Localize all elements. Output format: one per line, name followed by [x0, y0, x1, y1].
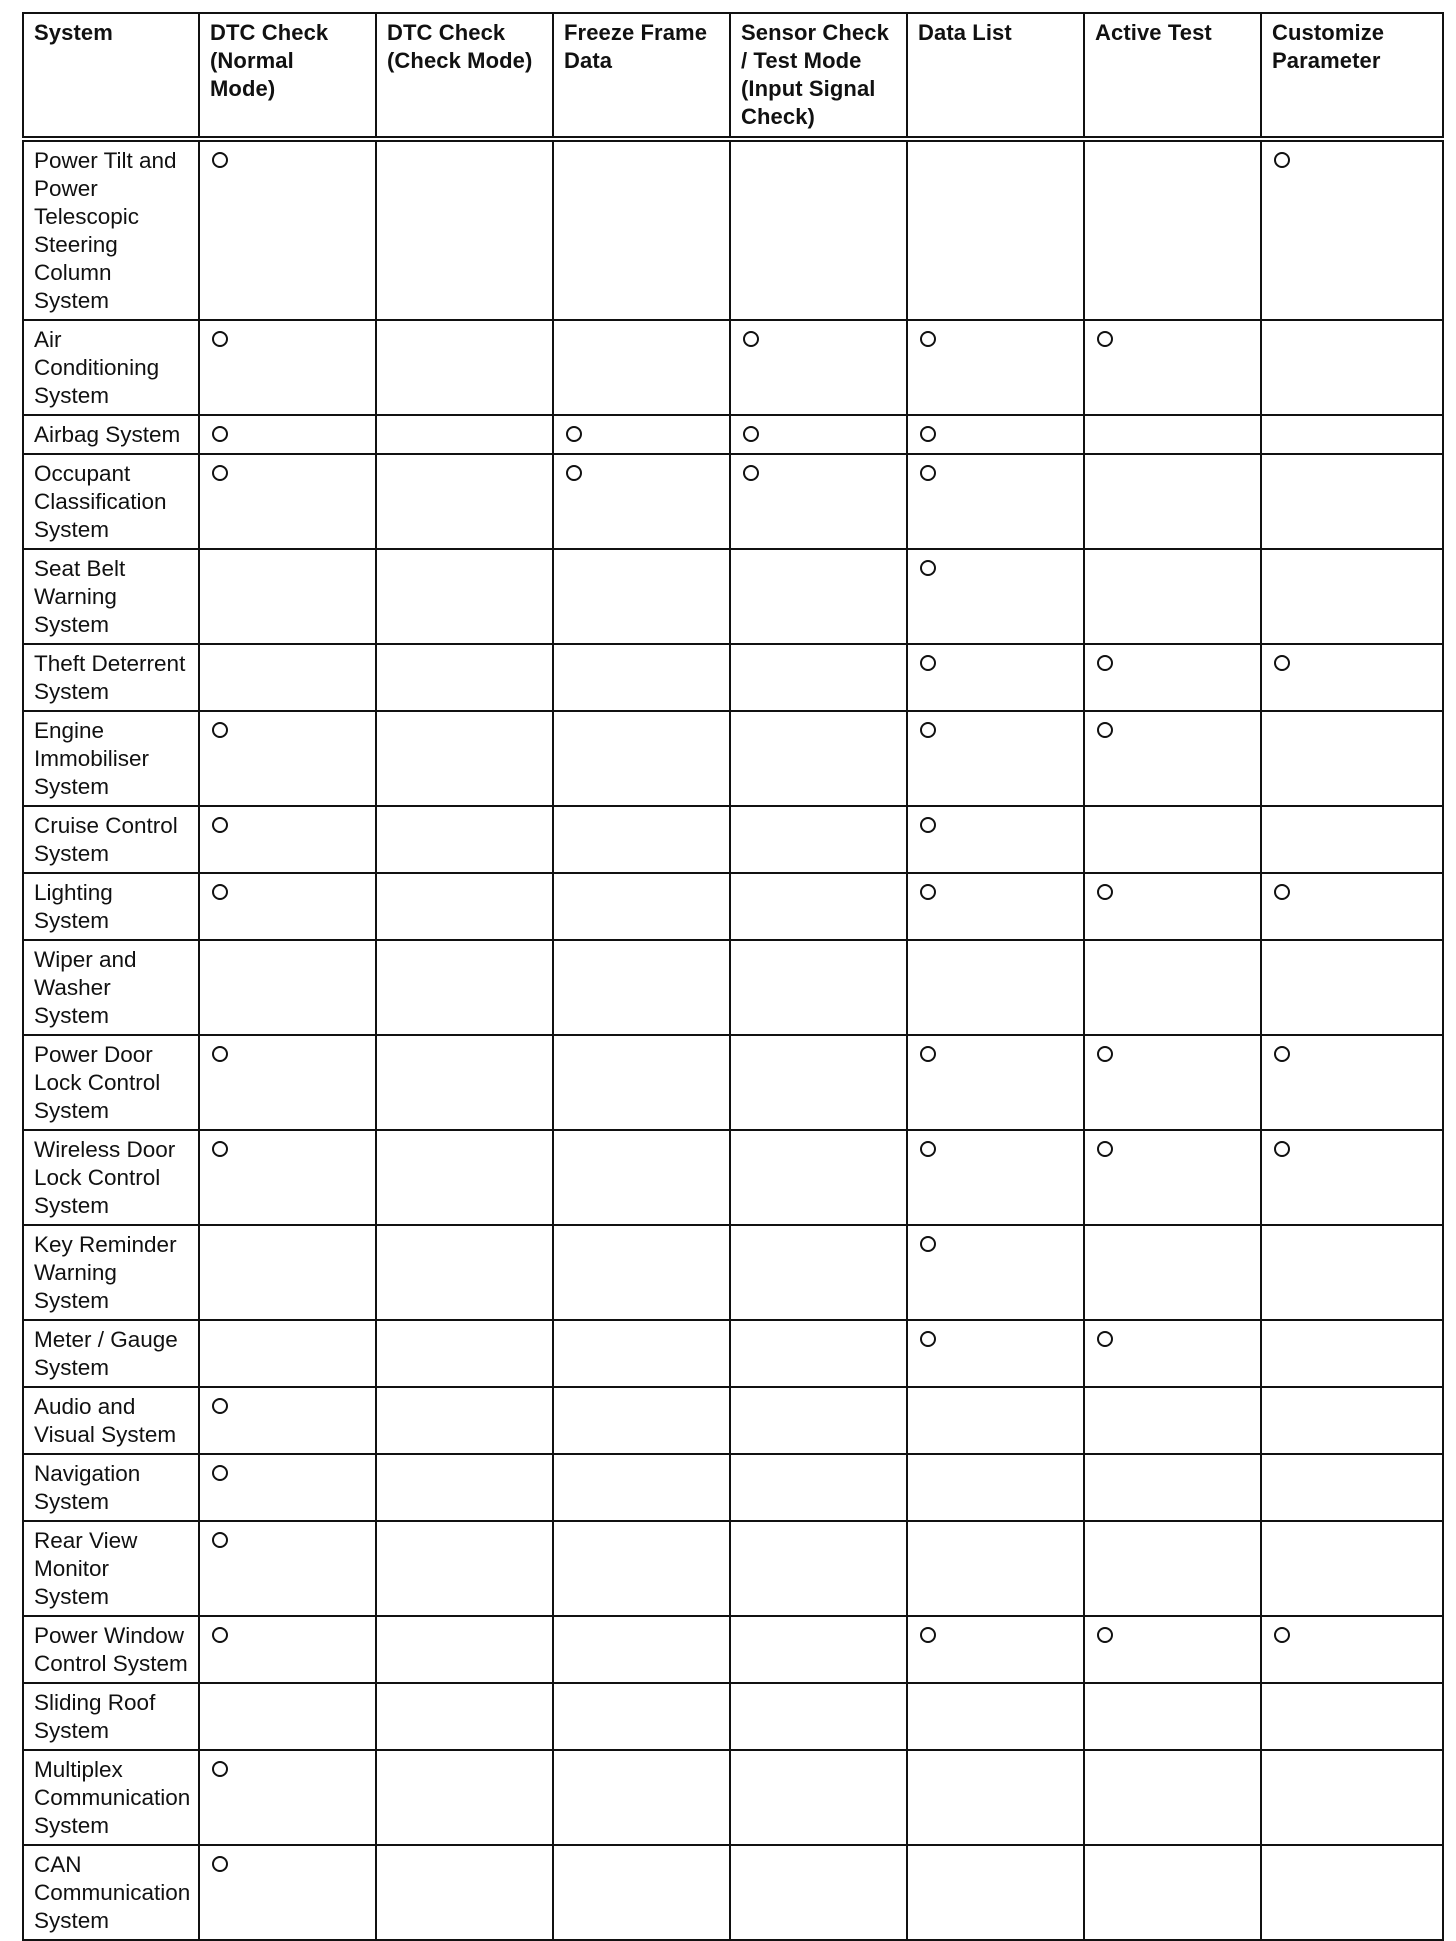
function-cell	[376, 1320, 553, 1387]
system-name-cell	[23, 1035, 199, 1130]
system-name: Power Window Control System	[34, 1623, 188, 1676]
function-cell	[199, 549, 376, 644]
table-row	[23, 1521, 1443, 1616]
function-cell	[730, 644, 907, 711]
circle-mark-icon	[920, 1627, 936, 1643]
system-name-cell	[23, 1130, 199, 1225]
function-cell	[199, 320, 376, 415]
circle-mark-icon	[1097, 655, 1113, 671]
circle-mark-icon	[1097, 722, 1113, 738]
circle-mark-icon	[920, 884, 936, 900]
system-name-cell	[23, 1320, 199, 1387]
function-cell	[907, 644, 1084, 711]
circle-mark-icon	[920, 426, 936, 442]
function-cell	[553, 711, 730, 806]
function-cell	[907, 454, 1084, 549]
function-cell	[1084, 1750, 1261, 1845]
function-cell	[1261, 806, 1443, 873]
system-name: Theft Deterrent System	[34, 651, 186, 704]
function-cell	[1261, 549, 1443, 644]
circle-mark-icon	[212, 426, 228, 442]
function-cell	[199, 1616, 376, 1683]
function-cell	[730, 320, 907, 415]
table-row	[23, 1130, 1443, 1225]
circle-mark-icon	[212, 1398, 228, 1414]
function-cell	[553, 1035, 730, 1130]
circle-mark-icon	[212, 817, 228, 833]
function-cell	[730, 1683, 907, 1750]
function-cell	[730, 873, 907, 940]
function-cell	[553, 1454, 730, 1521]
function-cell	[1261, 139, 1443, 320]
system-name: Cruise Control System	[34, 813, 178, 866]
function-cell	[907, 1454, 1084, 1521]
function-cell	[1261, 1683, 1443, 1750]
function-cell	[553, 644, 730, 711]
function-cell	[907, 1387, 1084, 1454]
system-name-cell	[23, 1454, 199, 1521]
function-cell	[199, 1387, 376, 1454]
function-cell	[376, 1521, 553, 1616]
function-cell	[1084, 1225, 1261, 1320]
function-cell	[1261, 415, 1443, 454]
function-cell	[1084, 806, 1261, 873]
function-cell	[907, 415, 1084, 454]
function-cell	[553, 1387, 730, 1454]
system-name: Power Door Lock Control System	[34, 1042, 161, 1123]
diagnostic-function-table	[22, 12, 1444, 1941]
function-cell	[907, 940, 1084, 1035]
function-cell	[1084, 1320, 1261, 1387]
column-header: Customize Parameter	[1261, 13, 1443, 139]
system-name: Power Tilt and Power Telescopic Steering Column System	[34, 148, 177, 313]
function-cell	[1261, 711, 1443, 806]
function-cell	[376, 873, 553, 940]
table-row	[23, 644, 1443, 711]
circle-mark-icon	[1274, 152, 1290, 168]
function-cell	[199, 1845, 376, 1940]
function-cell	[553, 1616, 730, 1683]
function-cell	[553, 873, 730, 940]
function-cell	[553, 139, 730, 320]
function-cell	[1261, 1035, 1443, 1130]
function-cell	[1084, 1845, 1261, 1940]
function-cell	[1084, 320, 1261, 415]
table-row	[23, 1225, 1443, 1320]
system-name: Occupant Classification System	[34, 461, 167, 542]
circle-mark-icon	[1274, 1141, 1290, 1157]
circle-mark-icon	[920, 1331, 936, 1347]
function-cell	[730, 1225, 907, 1320]
function-cell	[907, 1521, 1084, 1616]
function-cell	[1084, 711, 1261, 806]
function-cell	[553, 940, 730, 1035]
function-cell	[553, 1320, 730, 1387]
system-name-cell	[23, 415, 199, 454]
circle-mark-icon	[920, 1236, 936, 1252]
circle-mark-icon	[212, 1627, 228, 1643]
table-row	[23, 1845, 1443, 1940]
function-cell	[553, 1845, 730, 1940]
system-name-cell	[23, 1683, 199, 1750]
system-name-cell	[23, 454, 199, 549]
circle-mark-icon	[1097, 1331, 1113, 1347]
function-cell	[1084, 454, 1261, 549]
function-cell	[730, 711, 907, 806]
function-cell	[1084, 139, 1261, 320]
table-row	[23, 873, 1443, 940]
function-cell	[199, 1521, 376, 1616]
table-row	[23, 415, 1443, 454]
circle-mark-icon	[1097, 1627, 1113, 1643]
function-cell	[553, 549, 730, 644]
function-cell	[907, 1616, 1084, 1683]
circle-mark-icon	[1097, 1141, 1113, 1157]
function-cell	[730, 454, 907, 549]
table-row	[23, 139, 1443, 320]
function-cell	[1084, 873, 1261, 940]
function-cell	[1084, 1454, 1261, 1521]
function-cell	[1261, 454, 1443, 549]
circle-mark-icon	[1274, 1627, 1290, 1643]
function-cell	[907, 1130, 1084, 1225]
system-name-cell	[23, 549, 199, 644]
function-cell	[199, 1035, 376, 1130]
function-cell	[1084, 1035, 1261, 1130]
function-cell	[907, 1320, 1084, 1387]
circle-mark-icon	[212, 152, 228, 168]
function-cell	[553, 1750, 730, 1845]
function-cell	[1084, 415, 1261, 454]
function-cell	[1261, 1387, 1443, 1454]
function-cell	[907, 1750, 1084, 1845]
system-name: Navigation System	[34, 1461, 141, 1514]
table-row	[23, 1683, 1443, 1750]
function-cell	[907, 1225, 1084, 1320]
circle-mark-icon	[212, 331, 228, 347]
function-cell	[907, 1683, 1084, 1750]
column-header: Freeze Frame Data	[553, 13, 730, 139]
function-cell	[907, 549, 1084, 644]
function-cell	[730, 1750, 907, 1845]
system-name: Key Reminder Warning System	[34, 1232, 177, 1313]
circle-mark-icon	[566, 465, 582, 481]
system-name-cell	[23, 1387, 199, 1454]
function-cell	[907, 1845, 1084, 1940]
function-cell	[553, 1225, 730, 1320]
function-cell	[730, 139, 907, 320]
function-cell	[1261, 940, 1443, 1035]
circle-mark-icon	[212, 1046, 228, 1062]
function-cell	[199, 1130, 376, 1225]
function-cell	[199, 139, 376, 320]
table-row	[23, 1035, 1443, 1130]
system-name-cell	[23, 806, 199, 873]
function-cell	[376, 1387, 553, 1454]
system-name: Wiper and Washer System	[34, 947, 137, 1028]
circle-mark-icon	[920, 465, 936, 481]
function-cell	[907, 806, 1084, 873]
circle-mark-icon	[743, 465, 759, 481]
function-cell	[1084, 644, 1261, 711]
function-cell	[1084, 549, 1261, 644]
system-name: Air Conditioning System	[34, 327, 160, 408]
function-cell	[199, 1320, 376, 1387]
function-cell	[376, 1845, 553, 1940]
system-name: Rear View Monitor System	[34, 1528, 138, 1609]
circle-mark-icon	[1097, 1046, 1113, 1062]
system-name: Sliding Roof System	[34, 1690, 156, 1743]
system-name: Lighting System	[34, 880, 113, 933]
table-row	[23, 1454, 1443, 1521]
circle-mark-icon	[212, 1141, 228, 1157]
function-cell	[1261, 873, 1443, 940]
circle-mark-icon	[1274, 655, 1290, 671]
function-cell	[1261, 644, 1443, 711]
table-row	[23, 549, 1443, 644]
circle-mark-icon	[1097, 884, 1113, 900]
column-header: Data List	[907, 13, 1084, 139]
function-cell	[376, 415, 553, 454]
function-cell	[199, 644, 376, 711]
circle-mark-icon	[212, 1761, 228, 1777]
circle-mark-icon	[212, 1532, 228, 1548]
function-cell	[730, 1320, 907, 1387]
table-row	[23, 1387, 1443, 1454]
column-header: System	[23, 13, 199, 139]
circle-mark-icon	[212, 1856, 228, 1872]
system-name-cell	[23, 711, 199, 806]
function-cell	[376, 1616, 553, 1683]
function-cell	[730, 1454, 907, 1521]
function-cell	[1261, 320, 1443, 415]
system-name: Seat Belt Warning System	[34, 556, 126, 637]
function-cell	[1084, 1616, 1261, 1683]
system-name-cell	[23, 644, 199, 711]
function-cell	[1261, 1320, 1443, 1387]
function-cell	[1261, 1616, 1443, 1683]
header-row	[23, 13, 1443, 139]
function-cell	[199, 1683, 376, 1750]
column-header: DTC Check (Normal Mode)	[199, 13, 376, 139]
function-cell	[376, 1683, 553, 1750]
function-cell	[1261, 1750, 1443, 1845]
system-name-cell	[23, 1521, 199, 1616]
function-cell	[907, 139, 1084, 320]
system-name: Wireless Door Lock Control System	[34, 1137, 176, 1218]
function-cell	[730, 549, 907, 644]
circle-mark-icon	[920, 722, 936, 738]
function-cell	[553, 1521, 730, 1616]
circle-mark-icon	[920, 560, 936, 576]
function-cell	[730, 1130, 907, 1225]
function-cell	[553, 320, 730, 415]
function-cell	[199, 873, 376, 940]
function-cell	[376, 139, 553, 320]
circle-mark-icon	[212, 884, 228, 900]
function-cell	[1084, 940, 1261, 1035]
column-header: Active Test	[1084, 13, 1261, 139]
column-header: Sensor Check / Test Mode (Input Signal Check)	[730, 13, 907, 139]
system-name-cell	[23, 1616, 199, 1683]
function-cell	[730, 1616, 907, 1683]
table-row	[23, 711, 1443, 806]
function-cell	[907, 320, 1084, 415]
circle-mark-icon	[920, 817, 936, 833]
function-cell	[730, 806, 907, 873]
function-cell	[376, 1130, 553, 1225]
function-cell	[376, 711, 553, 806]
function-cell	[553, 1130, 730, 1225]
table-row	[23, 1750, 1443, 1845]
function-cell	[376, 1454, 553, 1521]
function-cell	[1261, 1845, 1443, 1940]
circle-mark-icon	[743, 426, 759, 442]
function-cell	[199, 711, 376, 806]
function-cell	[376, 454, 553, 549]
function-cell	[730, 415, 907, 454]
circle-mark-icon	[212, 722, 228, 738]
system-name-cell	[23, 320, 199, 415]
function-cell	[1261, 1521, 1443, 1616]
function-cell	[1084, 1387, 1261, 1454]
function-cell	[199, 1750, 376, 1845]
circle-mark-icon	[1274, 1046, 1290, 1062]
function-cell	[730, 940, 907, 1035]
function-cell	[907, 873, 1084, 940]
circle-mark-icon	[212, 1465, 228, 1481]
table-body	[23, 139, 1443, 1940]
table-row	[23, 1320, 1443, 1387]
system-name-cell	[23, 1750, 199, 1845]
table-row	[23, 940, 1443, 1035]
circle-mark-icon	[920, 1046, 936, 1062]
system-name: Meter / Gauge System	[34, 1327, 178, 1380]
function-cell	[1084, 1521, 1261, 1616]
function-cell	[553, 454, 730, 549]
table-row	[23, 320, 1443, 415]
circle-mark-icon	[212, 465, 228, 481]
function-cell	[730, 1387, 907, 1454]
function-cell	[907, 711, 1084, 806]
function-cell	[376, 1750, 553, 1845]
table-row	[23, 454, 1443, 549]
function-cell	[553, 415, 730, 454]
function-cell	[907, 1035, 1084, 1130]
function-cell	[376, 1225, 553, 1320]
circle-mark-icon	[920, 1141, 936, 1157]
function-cell	[199, 806, 376, 873]
system-name: Audio and Visual System	[34, 1394, 177, 1447]
function-cell	[376, 549, 553, 644]
function-cell	[376, 806, 553, 873]
function-cell	[199, 1225, 376, 1320]
function-cell	[553, 1683, 730, 1750]
function-cell	[376, 940, 553, 1035]
system-name: Engine Immobiliser System	[34, 718, 150, 799]
function-cell	[199, 1454, 376, 1521]
function-cell	[199, 415, 376, 454]
function-cell	[553, 806, 730, 873]
table-row	[23, 1616, 1443, 1683]
function-cell	[730, 1035, 907, 1130]
function-cell	[1261, 1225, 1443, 1320]
function-cell	[199, 454, 376, 549]
table-row	[23, 806, 1443, 873]
system-name-cell	[23, 940, 199, 1035]
system-name: CAN Communication System	[34, 1852, 191, 1933]
function-cell	[1261, 1454, 1443, 1521]
system-name: Multiplex Communication System	[34, 1757, 191, 1838]
system-name-cell	[23, 139, 199, 320]
system-name-cell	[23, 1225, 199, 1320]
function-cell	[376, 320, 553, 415]
circle-mark-icon	[1097, 331, 1113, 347]
function-cell	[730, 1845, 907, 1940]
circle-mark-icon	[1274, 884, 1290, 900]
function-cell	[1261, 1130, 1443, 1225]
function-cell	[376, 644, 553, 711]
column-header: DTC Check (Check Mode)	[376, 13, 553, 139]
system-name-cell	[23, 873, 199, 940]
function-cell	[376, 1035, 553, 1130]
system-name-cell	[23, 1845, 199, 1940]
circle-mark-icon	[566, 426, 582, 442]
circle-mark-icon	[920, 655, 936, 671]
function-cell	[1084, 1130, 1261, 1225]
circle-mark-icon	[920, 331, 936, 347]
function-cell	[199, 940, 376, 1035]
system-name: Airbag System	[34, 422, 181, 447]
circle-mark-icon	[743, 331, 759, 347]
function-cell	[730, 1521, 907, 1616]
function-cell	[1084, 1683, 1261, 1750]
